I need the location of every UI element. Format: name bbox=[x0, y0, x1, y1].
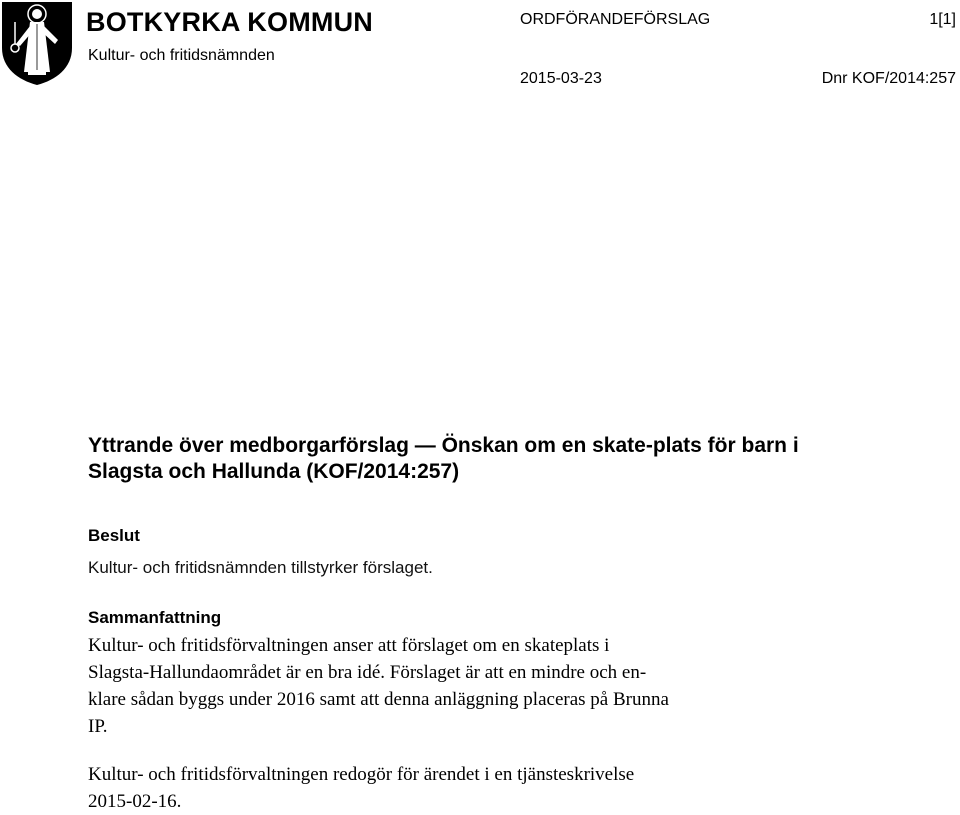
text-line: Kultur- och fritidsförvaltningen anser att förslaget om en skateplats i bbox=[88, 635, 610, 656]
page-number: 1[1] bbox=[929, 11, 956, 28]
document-type: ORDFÖRANDEFÖRSLAG bbox=[520, 11, 711, 28]
beslut-text: Kultur- och fritidsnämnden tillstyrker förslaget. bbox=[88, 558, 433, 577]
document-title: Yttrande över medborgarförslag — Önskan om en skate-plats för barn i Slagsta och Hallunda (KOF/2014:257) bbox=[88, 434, 799, 483]
text-line: IP. bbox=[88, 716, 108, 737]
closing-paragraph bbox=[88, 761, 808, 815]
document-date: 2015-03-23 bbox=[520, 70, 602, 87]
text-line: Kultur- och fritidsförvaltningen redogör för ärendet i en tjänsteskrivelse bbox=[88, 764, 635, 785]
text-line: 2015-02-16. bbox=[88, 791, 182, 812]
text-line: Slagsta-Hallundaområdet är en bra idé. Förslaget är att en mindre och en- bbox=[88, 662, 647, 683]
organization-name: BOTKYRKA KOMMUN bbox=[86, 7, 373, 37]
sammanfattning-paragraph bbox=[88, 632, 808, 740]
beslut-heading: Beslut bbox=[88, 526, 140, 545]
municipal-coat-of-arms-icon bbox=[0, 0, 74, 86]
text-line: klare sådan byggs under 2016 samt att denna anläggning placeras på Brunna bbox=[88, 689, 669, 710]
department-name: Kultur- och fritidsnämnden bbox=[88, 47, 275, 64]
sammanfattning-heading: Sammanfattning bbox=[88, 608, 222, 627]
document-reference-number: Dnr KOF/2014:257 bbox=[821, 70, 956, 87]
